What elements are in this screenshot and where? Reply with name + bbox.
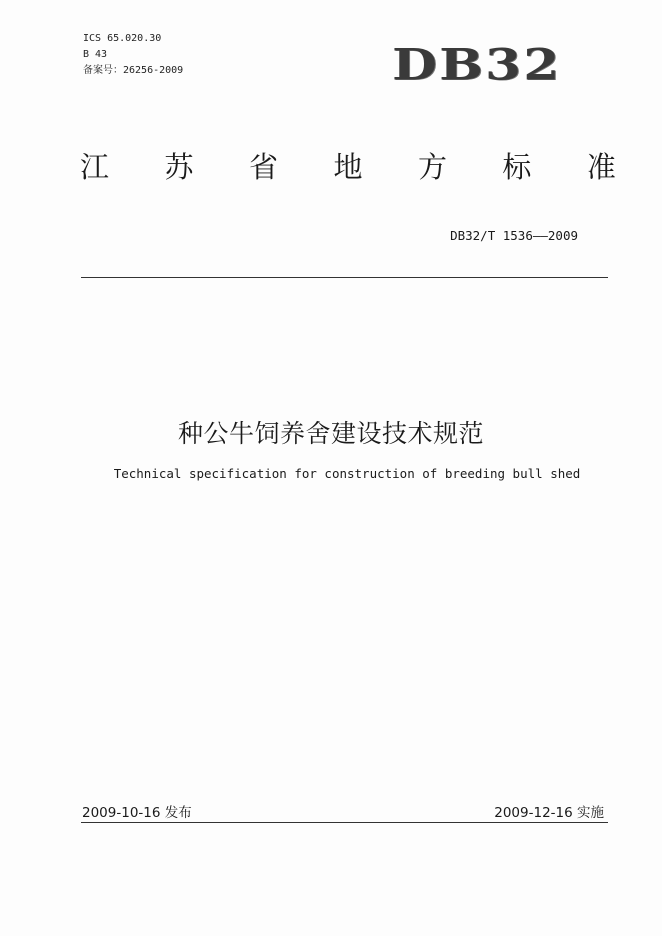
document-title-english: Technical specification for construction of breeding bull shed (113, 466, 581, 481)
document-title-chinese: 种公牛饲养舍建设技术规范 (177, 419, 484, 448)
heading-char: 方 (417, 150, 447, 184)
heading-char: 江 (80, 150, 110, 184)
db32-logo: DB32 (392, 40, 562, 91)
standard-number: DB32/T 1536——2009 (450, 228, 578, 243)
issue-date: 2009-10-16 发布 (82, 805, 192, 821)
heading-char: 标 (502, 150, 532, 184)
filing-number: 备案号：26256-2009 (83, 65, 184, 76)
heading-char: 苏 (164, 150, 194, 184)
bottom-divider (81, 822, 608, 823)
classification-block (83, 31, 183, 79)
top-divider (81, 277, 608, 278)
heading-char: 准 (586, 150, 616, 184)
class-code: B 43 (83, 49, 108, 60)
ics-code: ICS 65.020.30 (83, 33, 162, 44)
standard-type-heading (80, 145, 616, 186)
heading-char: 地 (333, 150, 363, 184)
heading-char: 省 (248, 150, 278, 184)
effective-date: 2009-12-16 实施 (494, 805, 604, 821)
